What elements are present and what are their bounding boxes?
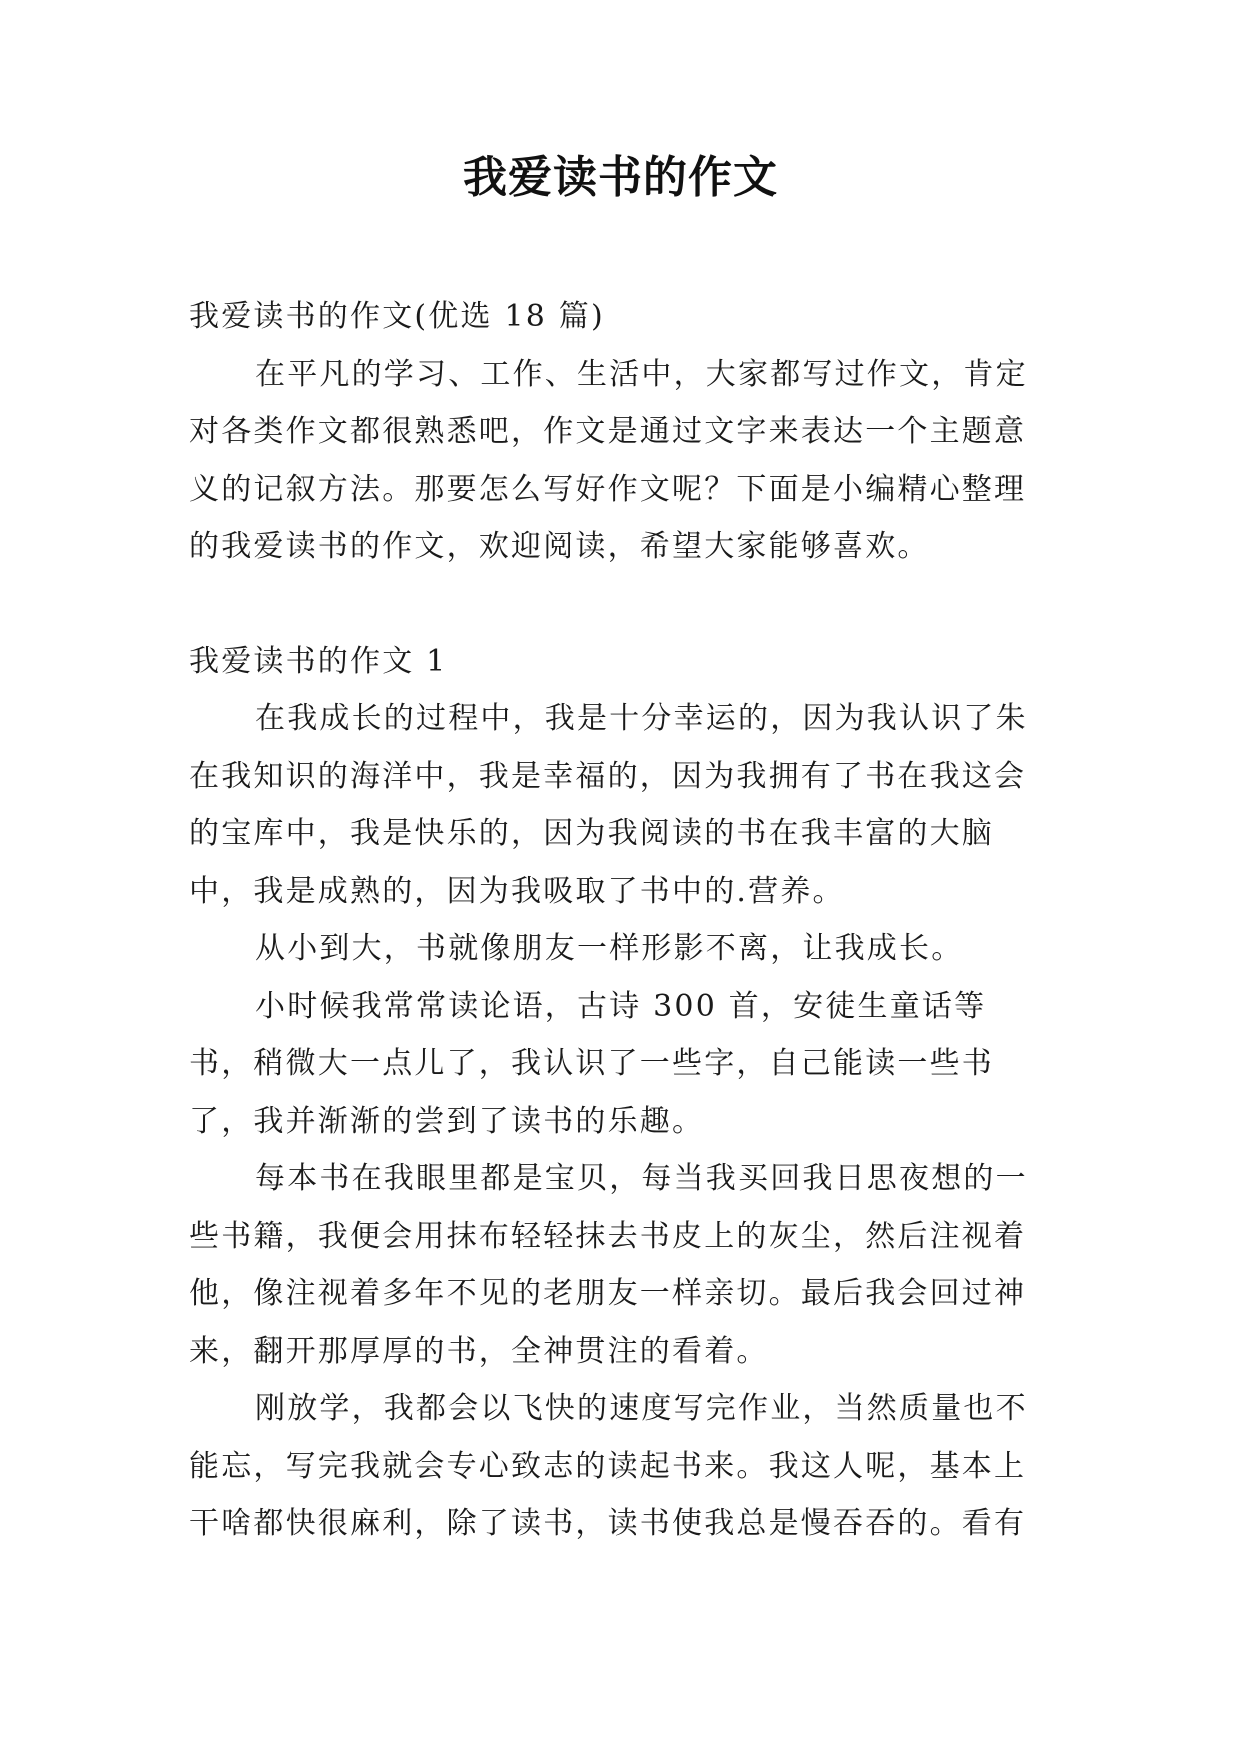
body-paragraph: 每本书在我眼里都是宝贝，每当我买回我日思夜想的一些书籍，我便会用抹布轻轻抹去书皮上的灰尘，然后注视着他，像注视着多年不见的老朋友一样亲切。最后我会回过神来，翻开那厚厚的书，全神贯注的看着。 <box>189 1161 1028 1369</box>
document-title: 我爱读书的作文 <box>463 152 778 203</box>
section-spacer <box>189 576 1049 633</box>
document-body <box>189 288 1049 1553</box>
section-heading: 我爱读书的作文 1 <box>189 643 448 679</box>
document-subtitle: 我爱读书的作文(优选 18 篇) <box>189 299 605 334</box>
body-paragraph: 小时候我常常读论语，古诗 300 首，安徒生童话等书，稍微大一点儿了，我认识了一些字，自己能读一些书了，我并渐渐的尝到了读书的乐趣。 <box>189 988 994 1139</box>
body-paragraph: 在我成长的过程中，我是十分幸运的，因为我认识了朱在我知识的海洋中，我是幸福的，因为我拥有了书在我这会的宝库中，我是快乐的，因为我阅读的书在我丰富的大脑中，我是成熟的，因为我吸取了书中的.营养。 <box>189 701 1028 909</box>
body-paragraph: 从小到大，书就像朋友一样形影不离，让我成长。 <box>255 931 964 966</box>
body-paragraph: 刚放学，我都会以飞快的速度写完作业，当然质量也不能忘，写完我就会专心致志的读起书来。我这人呢，基本上干啥都快很麻利，除了读书，读书使我总是慢吞吞的。看有 <box>189 1391 1028 1541</box>
intro-paragraph: 在平凡的学习、工作、生活中，大家都写过作文，肯定对各类作文都很熟悉吧，作文是通过文字来表达一个主题意义的记叙方法。那要怎么写好作文呢？下面是小编精心整理的我爱读书的作文，欢迎阅读，希望大家能够喜欢。 <box>189 356 1028 564</box>
